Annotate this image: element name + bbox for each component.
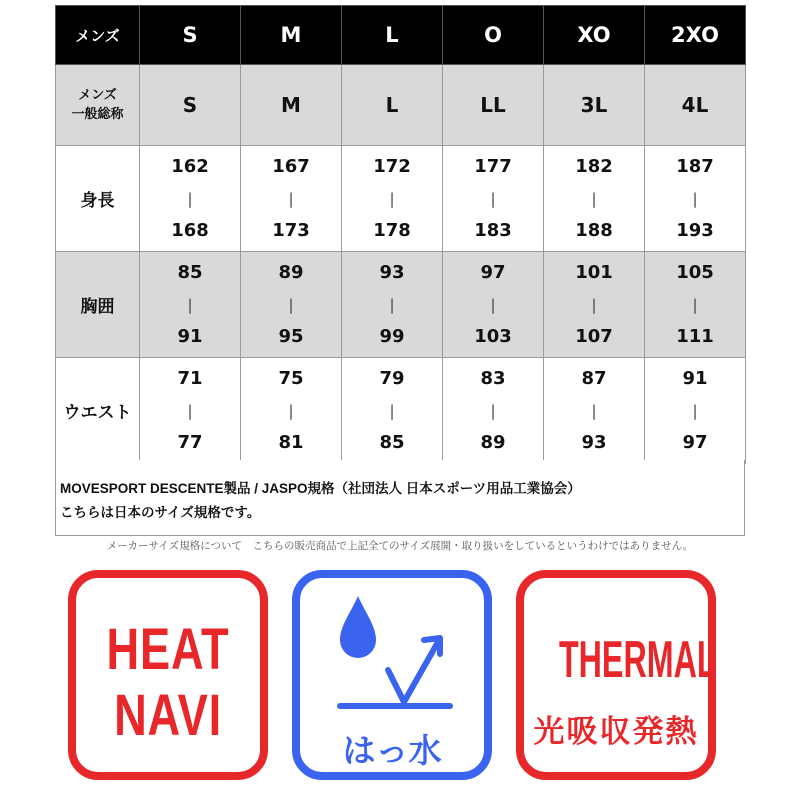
range-max: 77 xyxy=(177,431,203,453)
measurement-cell xyxy=(443,358,544,464)
range-separator: | xyxy=(187,295,193,314)
size-chart-table xyxy=(55,5,746,464)
measurement-cell xyxy=(140,358,241,464)
range-min: 182 xyxy=(575,155,613,177)
measurement-label: ウエスト xyxy=(56,358,140,464)
range-separator: | xyxy=(288,295,294,314)
water-repellent-label: はっ水 xyxy=(342,731,442,770)
range-max: 89 xyxy=(480,431,506,453)
measurement-cell xyxy=(140,252,241,358)
range-value xyxy=(645,363,745,459)
range-separator: | xyxy=(490,401,496,420)
range-max: 111 xyxy=(676,325,714,347)
general-size-cell: LL xyxy=(443,65,544,146)
chest-row xyxy=(56,252,746,358)
range-value xyxy=(342,151,442,247)
range-max: 107 xyxy=(575,325,613,347)
range-value xyxy=(140,151,240,247)
range-min: 91 xyxy=(682,367,708,389)
general-size-label: メンズ 一般総称 xyxy=(56,65,140,146)
measurement-cell xyxy=(544,358,645,464)
note-line-japan: こちらは日本のサイズ規格です。 xyxy=(60,505,261,520)
range-value xyxy=(645,257,745,353)
range-value xyxy=(443,363,543,459)
range-min: 172 xyxy=(373,155,411,177)
range-value xyxy=(544,151,644,247)
range-min: 79 xyxy=(379,367,405,389)
general-size-row xyxy=(56,65,746,146)
range-separator: | xyxy=(187,189,193,208)
range-min: 167 xyxy=(272,155,310,177)
measurement-cell xyxy=(241,146,342,252)
measurement-cell xyxy=(241,252,342,358)
range-min: 101 xyxy=(575,261,613,283)
waist-row xyxy=(56,358,746,464)
measurement-label: 胸囲 xyxy=(56,252,140,358)
measurement-cell xyxy=(342,252,443,358)
range-max: 193 xyxy=(676,219,714,241)
range-max: 103 xyxy=(474,325,512,347)
range-max: 91 xyxy=(177,325,203,347)
range-min: 83 xyxy=(480,367,506,389)
range-value xyxy=(645,151,745,247)
general-size-cell: 3L xyxy=(544,65,645,146)
range-separator: | xyxy=(490,189,496,208)
range-separator: | xyxy=(591,401,597,420)
range-max: 97 xyxy=(682,431,708,453)
size-header: M xyxy=(241,6,342,65)
range-value xyxy=(443,257,543,353)
range-separator: | xyxy=(288,189,294,208)
range-separator: | xyxy=(288,401,294,420)
range-min: 162 xyxy=(171,155,209,177)
measurement-cell xyxy=(544,146,645,252)
range-separator: | xyxy=(389,401,395,420)
heat-navi-badge xyxy=(68,570,268,780)
heat-navi-line1: HEAT xyxy=(106,617,230,682)
range-separator: | xyxy=(389,189,395,208)
range-min: 97 xyxy=(480,261,506,283)
measurement-cell xyxy=(443,252,544,358)
range-min: 87 xyxy=(581,367,607,389)
measurement-cell xyxy=(645,146,746,252)
measurement-cell xyxy=(645,252,746,358)
general-size-cell: L xyxy=(342,65,443,146)
thermal-badge xyxy=(516,570,716,780)
range-value xyxy=(342,257,442,353)
range-min: 177 xyxy=(474,155,512,177)
measurement-cell xyxy=(140,146,241,252)
measurement-label: 身長 xyxy=(56,146,140,252)
range-value xyxy=(342,363,442,459)
heat-navi-line2: NAVI xyxy=(114,683,222,748)
general-size-cell: 4L xyxy=(645,65,746,146)
range-value xyxy=(241,257,341,353)
range-value xyxy=(140,257,240,353)
size-header: XO xyxy=(544,6,645,65)
size-header: L xyxy=(342,6,443,65)
general-size-cell: M xyxy=(241,65,342,146)
measurement-cell xyxy=(645,358,746,464)
range-value xyxy=(443,151,543,247)
range-separator: | xyxy=(187,401,193,420)
height-row xyxy=(56,146,746,252)
range-min: 89 xyxy=(278,261,304,283)
range-separator: | xyxy=(692,401,698,420)
range-value xyxy=(544,363,644,459)
range-min: 85 xyxy=(177,261,203,283)
range-separator: | xyxy=(490,295,496,314)
general-size-cell: S xyxy=(140,65,241,146)
range-value xyxy=(241,151,341,247)
range-max: 188 xyxy=(575,219,613,241)
range-max: 173 xyxy=(272,219,310,241)
range-min: 105 xyxy=(676,261,714,283)
range-separator: | xyxy=(591,189,597,208)
range-min: 187 xyxy=(676,155,714,177)
footnote: メーカーサイズ規格について こちらの販売商品で上記全てのサイズ展開・取り扱いをしているというわけではありません。 xyxy=(106,540,694,552)
range-value xyxy=(140,363,240,459)
size-header: S xyxy=(140,6,241,65)
range-min: 93 xyxy=(379,261,405,283)
measurement-cell xyxy=(342,146,443,252)
range-max: 85 xyxy=(379,431,405,453)
thermal-subtitle: 光吸収発熱 xyxy=(533,714,699,749)
thermal-title: THERMAL xyxy=(558,631,717,689)
range-min: 71 xyxy=(177,367,203,389)
measurement-cell xyxy=(544,252,645,358)
range-max: 93 xyxy=(581,431,607,453)
range-max: 178 xyxy=(373,219,411,241)
range-value xyxy=(241,363,341,459)
range-separator: | xyxy=(591,295,597,314)
size-header: 2XO xyxy=(645,6,746,65)
water-repellent-badge xyxy=(292,570,492,780)
header-row xyxy=(56,6,746,65)
measurement-cell xyxy=(443,146,544,252)
range-separator: | xyxy=(692,295,698,314)
range-separator: | xyxy=(692,189,698,208)
range-max: 168 xyxy=(171,219,209,241)
range-value xyxy=(544,257,644,353)
range-max: 95 xyxy=(278,325,304,347)
range-max: 183 xyxy=(474,219,512,241)
measurement-cell xyxy=(241,358,342,464)
size-header: O xyxy=(443,6,544,65)
range-max: 99 xyxy=(379,325,405,347)
header-label: メンズ xyxy=(56,6,140,65)
note-line-standard: MOVESPORT DESCENTE製品 / JASPO規格（社団法人 日本スポーツ用品工業協会） xyxy=(60,481,581,496)
measurement-cell xyxy=(342,358,443,464)
range-max: 81 xyxy=(278,431,304,453)
range-separator: | xyxy=(389,295,395,314)
notes-box xyxy=(55,460,745,536)
range-min: 75 xyxy=(278,367,304,389)
